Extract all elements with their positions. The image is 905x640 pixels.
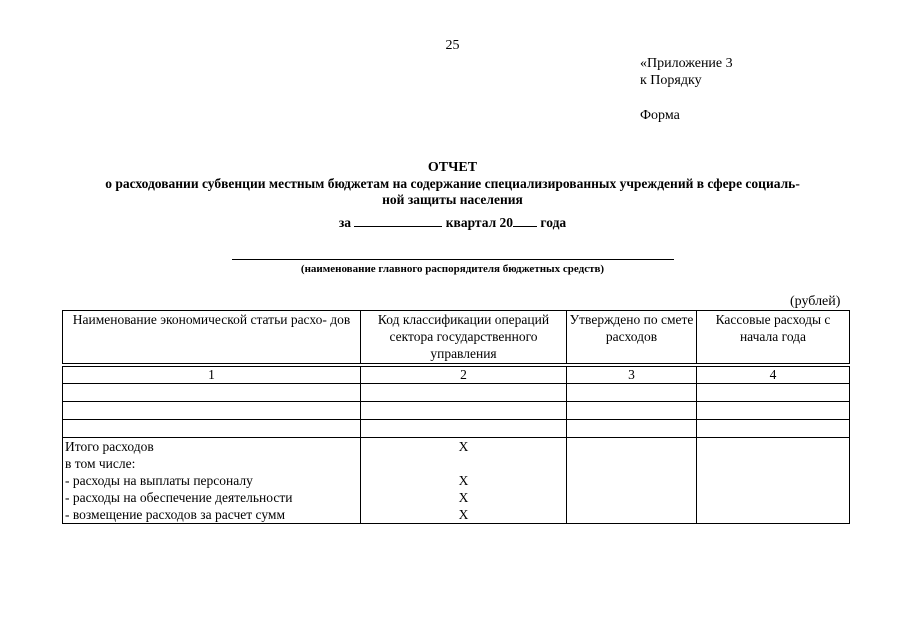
column-number: 2 [361, 367, 567, 384]
header-cell-approved: Утверждено по смете расходов [567, 311, 697, 364]
report-title-block [40, 160, 865, 208]
period-middle: квартал 20 [445, 215, 514, 230]
period-suffix: года [540, 215, 567, 230]
column-number: 3 [567, 367, 697, 384]
period-prefix: за [338, 215, 352, 230]
appendix-line-1: «Приложение 3 [640, 56, 733, 71]
expense-report-table [62, 310, 850, 524]
column-number-row [63, 367, 850, 384]
form-label: Форма [640, 108, 680, 123]
code-mark: X [458, 490, 469, 505]
table-cell[interactable] [63, 384, 361, 402]
table-row [63, 420, 850, 438]
including-label: в том числе: [65, 456, 136, 471]
header-cell-classification-code: Код классификации операций сектора государственного управления [361, 311, 567, 364]
total-expenses-label: Итого расходов [65, 439, 154, 454]
administrator-caption: (наименование главного распорядителя бюджетных средств) [300, 263, 605, 275]
code-mark: X [458, 439, 469, 454]
units-label: (рублей) [790, 294, 841, 309]
table-row [63, 402, 850, 420]
code-mark: X [458, 473, 469, 488]
year-blank[interactable] [513, 214, 537, 227]
table-cell[interactable] [63, 402, 361, 420]
totals-cash-cell[interactable] [697, 438, 850, 524]
report-subtitle-line-1: о расходовании субвенции местным бюджетам на содержание специализированных учреждений в сфере социаль- [105, 176, 800, 191]
table-cell[interactable] [697, 402, 850, 420]
page-number: 25 [445, 38, 460, 53]
column-number: 1 [63, 367, 361, 384]
quarter-blank[interactable] [354, 214, 442, 227]
totals-row [63, 438, 850, 524]
table-cell[interactable] [567, 384, 697, 402]
totals-approved-cell[interactable] [567, 438, 697, 524]
column-number: 4 [697, 367, 850, 384]
table-cell[interactable] [361, 402, 567, 420]
header-cell-cash-expenses: Кассовые расходы с начала года [697, 311, 850, 364]
appendix-line-2: к Порядку [640, 73, 702, 88]
totals-codes-cell [361, 438, 567, 524]
appendix-reference [640, 55, 733, 89]
report-period-line [0, 214, 905, 231]
table-row [63, 384, 850, 402]
personnel-expenses-label: - расходы на выплаты персоналу [65, 473, 253, 488]
table-header-row [63, 311, 850, 364]
reimbursement-label: - возмещение расходов за расчет сумм [65, 507, 285, 522]
table-cell[interactable] [697, 420, 850, 438]
table-cell[interactable] [361, 420, 567, 438]
operations-expenses-label: - расходы на обеспечение деятельности [65, 490, 293, 505]
table-cell[interactable] [697, 384, 850, 402]
administrator-name-line[interactable] [232, 259, 674, 260]
header-cell-expense-item: Наименование экономической статьи расхо- дов [63, 311, 361, 364]
code-mark: X [458, 507, 469, 522]
table-cell[interactable] [567, 402, 697, 420]
report-subtitle-line-2: ной защиты населения [382, 192, 523, 207]
table-cell[interactable] [567, 420, 697, 438]
table-cell[interactable] [63, 420, 361, 438]
code-mark [363, 455, 564, 472]
report-title: ОТЧЕТ [427, 160, 478, 175]
table-cell[interactable] [361, 384, 567, 402]
totals-labels-cell [63, 438, 361, 524]
